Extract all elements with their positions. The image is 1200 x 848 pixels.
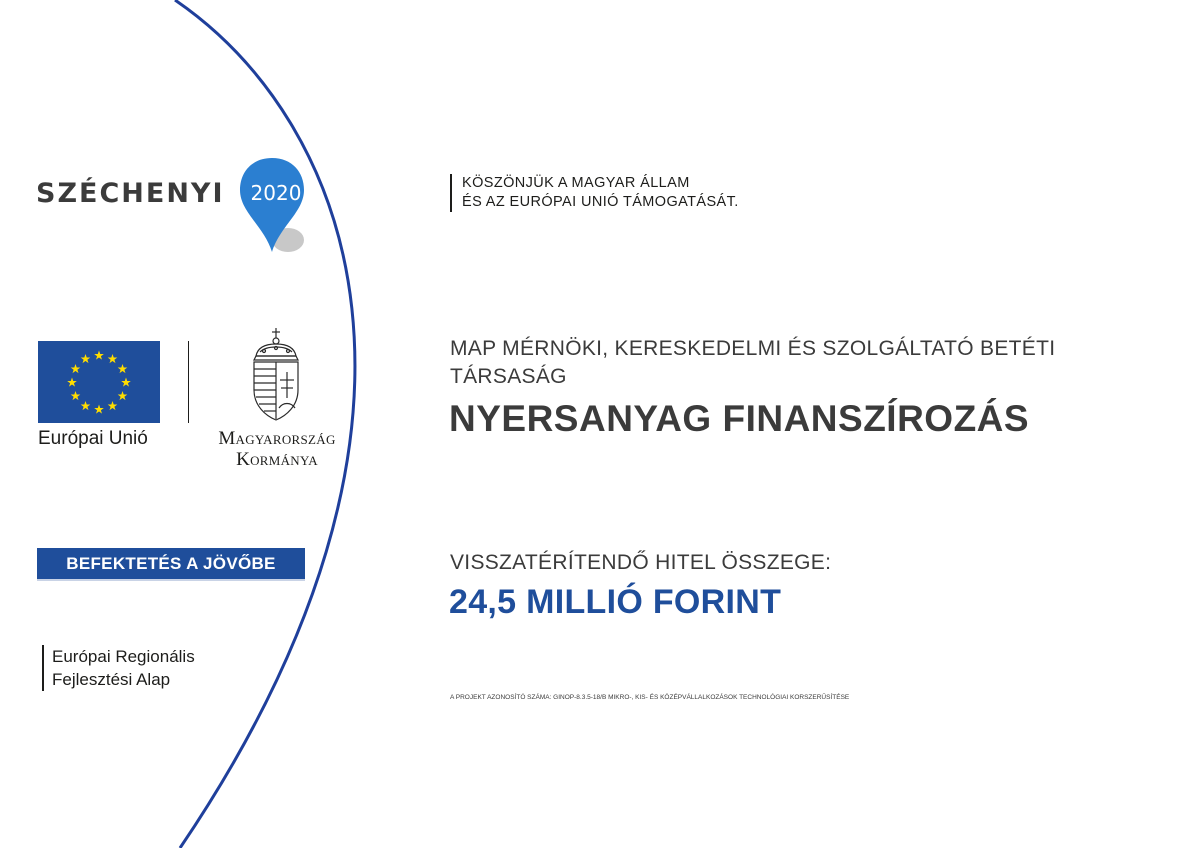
- program-name: SZÉCHENYI: [36, 178, 225, 209]
- hungarian-coat-of-arms-icon: [250, 326, 302, 422]
- beneficiary-name: MAP MÉRNÖKI, KERESKEDELMI ÉS SZOLGÁLTATÓ BETÉTI TÁRSASÁG: [450, 337, 1056, 388]
- fund-name: [42, 645, 195, 691]
- loan-amount: 24,5 MILLIÓ FORINT: [449, 583, 782, 621]
- acknowledgement: [450, 174, 739, 212]
- eu-flag-icon: [38, 341, 160, 423]
- logo-divider: [188, 341, 189, 423]
- eu-label: Európai Unió: [38, 428, 148, 449]
- investment-slogan-badge: BEFEKTETÉS A JÖVŐBE: [37, 548, 305, 581]
- project-title: NYERSANYAG FINANSZÍROZÁS: [449, 398, 1030, 439]
- program-year: 2020: [250, 181, 302, 205]
- government-label-line1: Magyarország: [218, 428, 336, 449]
- government-label-line2: Kormánya: [236, 449, 318, 470]
- project-identifier: A PROJEKT AZONOSÍTÓ SZÁMA: GINOP-8.3.5-18/B MIKRO-, KIS- ÉS KÖZÉPVÁLLALKOZÁSOK TECHNOLÓGIAI KORSZERŰSÍTÉSE: [450, 694, 850, 701]
- loan-label: VISSZATÉRÍTENDŐ HITEL ÖSSZEGE:: [450, 551, 832, 574]
- acknowledgement-line1: KÖSZÖNJÜK A MAGYAR ÁLLAM: [462, 175, 690, 191]
- fund-name-line1: Európai Regionális: [52, 647, 195, 666]
- government-label: [202, 428, 352, 470]
- fund-name-line2: Fejlesztési Alap: [52, 670, 171, 689]
- acknowledgement-line2: ÉS AZ EURÓPAI UNIÓ TÁMOGATÁSÁT.: [462, 194, 739, 210]
